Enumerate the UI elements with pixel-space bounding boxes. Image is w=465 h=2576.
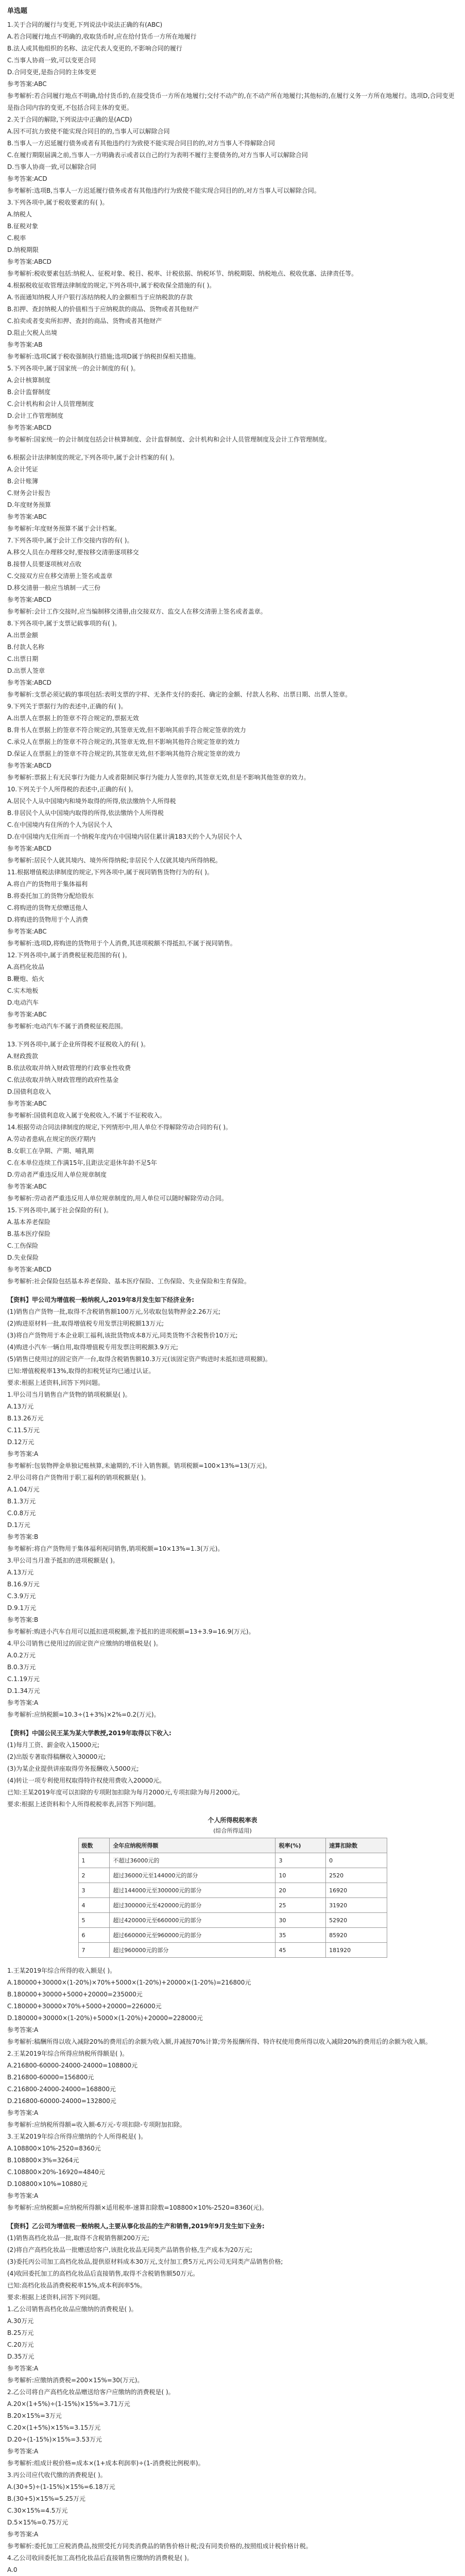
text-line: 3.丙公司应代收代缴的消费税是( )。 bbox=[7, 2471, 107, 2479]
text-line: C.在履行期限届满之前,当事人一方明确表示或者以自己的行为表明不履行主要债务的,对方当事人可以解除合同 bbox=[7, 151, 308, 159]
text-line: A.0 bbox=[7, 2566, 18, 2573]
text-line: 已知:高档化妆品消费税税率15%,成本利润率5%。 bbox=[7, 2282, 146, 2289]
text-line: (4)购进小汽车一辆自用,取得增值税专用发票注明税额3.9万元; bbox=[7, 1344, 178, 1351]
text-line: 参考解析:会计工作交接时,应当编制移交清册,由交接双方、监交人在移交清册上签名或者盖章。 bbox=[7, 608, 267, 615]
text-line: B.女职工在孕期、产期、哺乳期 bbox=[7, 1147, 94, 1155]
text-line: 参考解析:应缴纳消费税=200×15%=30(万元)。 bbox=[7, 2377, 144, 2384]
text-line: 参考答案:ABCD bbox=[7, 1266, 51, 1273]
case-block-3 bbox=[7, 2220, 458, 2576]
text-line: 参考解析:税收要素包括:纳税人、征税对象、税目、税率、计税依据、纳税环节、纳税期限、纳税地点、税收优惠、法律责任等。 bbox=[7, 270, 358, 277]
text-line: 2.甲公司将自产货物用于职工福利的销项税额是( )。 bbox=[7, 1474, 150, 1481]
text-line: A.纳税人 bbox=[7, 211, 32, 218]
text-line: 参考解析:应纳税所得额=收入额-6万元-专项扣除-专项附加扣除。 bbox=[7, 2121, 186, 2128]
text-line: 参考答案:ABCD bbox=[7, 845, 51, 852]
cell-income: 超过144000元至300000元的部分 bbox=[110, 1883, 275, 1898]
text-line: 2.王某2019年综合所得应纳税所得额是( )。 bbox=[7, 2050, 129, 2057]
cell-rate: 45 bbox=[275, 1943, 326, 1958]
section-title: 单选题 bbox=[7, 7, 28, 15]
text-line: C.30×15%=4.5万元 bbox=[7, 2507, 68, 2514]
text-line: A.居民个人从中国境内和境外取得的所得,依法缴纳个人所得税 bbox=[7, 798, 176, 805]
text-line: B.16.9万元 bbox=[7, 1581, 40, 1588]
text-line: D.在中国境内无住所而一个纳税年度内在中国境内居住累计满183天的个人为居民个人 bbox=[7, 833, 242, 840]
text-line: 参考解析:票据上有无民事行为能力人或者限制民事行为能力人签章的,其签章无效,但是不影响其他签章的效力。 bbox=[7, 774, 310, 781]
text-line: C.实木地板 bbox=[7, 987, 39, 994]
text-line: 4.乙公司收回委托加工高档化妆品后直接销售应缴纳的消费税是( )。 bbox=[7, 2554, 193, 2562]
text-line: A.20×(1+5%)÷(1-15%)×15%=3.71万元 bbox=[7, 2400, 130, 2408]
text-line: 参考答案:ABCD bbox=[7, 596, 51, 603]
table-subtitle: (综合所得适用) bbox=[213, 1827, 252, 1834]
cell-income: 超过300000元至420000元的部分 bbox=[110, 1898, 275, 1913]
text-line: D.216800-60000-24000=132800元 bbox=[7, 2097, 116, 2105]
cell-rate: 30 bbox=[275, 1913, 326, 1928]
text-line: 2.关于合同的解除,下列说法中正确的是(ACD) bbox=[7, 116, 132, 123]
table-row bbox=[78, 1898, 387, 1913]
text-line: 参考答案:A bbox=[7, 2448, 39, 2455]
text-line: 参考解析:劳动者严重违反用人单位规章制度的,用人单位可以随时解除劳动合同。 bbox=[7, 1195, 228, 1202]
text-line: C.依法收取并纳入财政管理的政府性基金 bbox=[7, 1076, 119, 1083]
text-line: 要求:根据上述资料和个人所得税税率表,回答下列问题。 bbox=[7, 1801, 160, 1808]
text-line: 参考解析:应纳税额=应纳税所得额×适用税率-速算扣除数=108800×10%-2520=8360(元)。 bbox=[7, 2204, 268, 2211]
cell-deduction: 85920 bbox=[326, 1928, 387, 1943]
text-line: A.13万元 bbox=[7, 1569, 34, 1576]
cell-rate: 3 bbox=[275, 1853, 326, 1868]
text-line: B.非居民个人从中国境内取得的所得,依法缴纳个人所得税 bbox=[7, 809, 164, 817]
text-line: C.将购进的货物无偿赠送他人 bbox=[7, 904, 88, 911]
table-row bbox=[78, 1943, 387, 1958]
text-line: C.180000+30000×70%+5000+20000=226000元 bbox=[7, 2003, 162, 2010]
text-line: D.9.1万元 bbox=[7, 1604, 37, 1612]
text-line: 参考答案:ABC bbox=[7, 1183, 47, 1190]
text-line: D.保证人在票据上的签章不符合规定的,其签章无效,但不影响其他符合规定签章的效力 bbox=[7, 750, 240, 757]
cell-deduction: 181920 bbox=[326, 1943, 387, 1958]
text-line: B.20×15%=3万元 bbox=[7, 2412, 62, 2419]
text-line: A.1.04万元 bbox=[7, 1486, 40, 1493]
text-line: 8.下列各项中,属于支票记载事项的有( )。 bbox=[7, 620, 121, 627]
text-line: A.若合同履行地点不明确的,收取货币时,应在给付货币一方所在地履行 bbox=[7, 33, 197, 40]
text-line: (4)转让一项专利使用权取得特许权使用费收入20000元。 bbox=[7, 1777, 166, 1784]
text-line: B.扣押、查封纳税人的价值相当于应纳税款的商品、货物或者其他财产 bbox=[7, 306, 199, 313]
case-title: 【资料】中国公民王某为某大学教授,2019年取得以下收入: bbox=[7, 1730, 171, 1737]
text-line: 参考答案:A bbox=[7, 1699, 39, 1706]
case-block-2 bbox=[7, 1727, 458, 2214]
text-line: B.会计账簿 bbox=[7, 478, 39, 485]
text-line: B.征税对象 bbox=[7, 223, 39, 230]
question-block-2 bbox=[7, 452, 458, 1032]
table-row bbox=[78, 1868, 387, 1883]
text-line: B.13.26万元 bbox=[7, 1415, 44, 1422]
text-line: A.0.2万元 bbox=[7, 1652, 36, 1659]
text-line: 12.下列各项中,属于消费税征税范围的有( )。 bbox=[7, 952, 131, 959]
text-line: 参考解析:组成计税价格=成本×(1+成本利润率)÷(1-消费税比例税率)。 bbox=[7, 2460, 204, 2467]
text-line: B.180000+30000+5000+20000=235000元 bbox=[7, 1991, 143, 1998]
text-line: 参考解析:若合同履行地点不明确,给付货币的,在接受货币一方所在地履行;交付不动产的,在不动产所在地履行;其他标的,在履行义务一方所在地履行。选项D,合同变更是指合同内容的变更,不包括合同主体的变更。 bbox=[7, 92, 455, 111]
text-line: D.108800×10%=10880元 bbox=[7, 2180, 88, 2188]
question-block-3 bbox=[7, 1039, 458, 1287]
cell-income: 超过420000元至660000元的部分 bbox=[110, 1913, 275, 1928]
table-title: 个人所得税税率表 bbox=[208, 1817, 257, 1824]
text-line: B.依法收取并纳入财政管理的行政事业性收费 bbox=[7, 1064, 131, 1072]
cell-level: 6 bbox=[78, 1928, 110, 1943]
text-line: D.1.34万元 bbox=[7, 1687, 40, 1694]
text-line: A.108800×10%-2520=8360元 bbox=[7, 2145, 101, 2152]
text-line: 参考答案:AB bbox=[7, 341, 43, 348]
text-line: 参考解析:将自产货物用于集体福利视同销售,销项税额=10×13%=1.3(万元)。 bbox=[7, 1545, 224, 1552]
text-line: 参考答案:ABC bbox=[7, 1011, 47, 1018]
text-line: 参考答案:ABCD bbox=[7, 258, 51, 265]
text-line: 参考解析:选项B,当事人一方迟延履行债务或者有其他违约行为致使不能实现合同目的的,对方当事人可以解除合同。 bbox=[7, 187, 320, 194]
text-line: C.承兑人在票据上的签章不符合规定的,其签章无效,但不影响其他符合规定签章的效力 bbox=[7, 738, 240, 745]
text-line: A.13万元 bbox=[7, 1403, 34, 1410]
text-line: C.20×(1+5%)×15%=3.15万元 bbox=[7, 2424, 101, 2431]
text-line: B.216800-60000=156800元 bbox=[7, 2074, 94, 2081]
text-line: 参考答案:ACD bbox=[7, 175, 47, 182]
text-line: 1.甲公司当月销售自产货物的销项税额是( )。 bbox=[7, 1391, 131, 1398]
text-line: 参考解析:包装物押金单独记账核算,未逾期的,不计入销售额。销项税额=100×13%=13(万元)。 bbox=[7, 1462, 271, 1469]
text-line: 参考解析:居民个人就其境内、境外所得纳税;非居民个人仅就其境内所得纳税。 bbox=[7, 857, 222, 864]
text-line: 参考答案:A bbox=[7, 2192, 39, 2199]
text-line: (2)将自产高档化妆品一批赠送给客户,该批化妆品无同类产品销售价格,生产成本为20万元; bbox=[7, 2246, 252, 2253]
text-line: 参考答案:ABCD bbox=[7, 424, 51, 431]
text-line: D.当事人协商一致,可以解除合同 bbox=[7, 163, 96, 171]
text-line: A.216800-60000-24000-24000=108800元 bbox=[7, 2062, 137, 2069]
text-line: D.年度财务预算 bbox=[7, 501, 51, 509]
text-line: D.电动汽车 bbox=[7, 999, 39, 1006]
text-line: C.0.8万元 bbox=[7, 1510, 36, 1517]
text-line: B.会计监督制度 bbox=[7, 388, 51, 396]
text-line: A.高档化妆品 bbox=[7, 963, 44, 971]
text-line: A.30万元 bbox=[7, 2317, 34, 2325]
text-line: 参考解析:应纳税额=10.3÷(1+3%)×2%=0.2(万元)。 bbox=[7, 1711, 160, 1718]
cell-deduction: 16920 bbox=[326, 1883, 387, 1898]
text-line: 14.根据劳动合同法律制度的规定,下列情形中,用人单位不得解除劳动合同的有( )。 bbox=[7, 1124, 232, 1131]
text-line: C.出票日期 bbox=[7, 655, 39, 663]
text-line: A.会计核算制度 bbox=[7, 377, 50, 384]
text-line: C.在本单位连续工作满15年,且距法定退休年龄不足5年 bbox=[7, 1159, 157, 1166]
text-line: D.12万元 bbox=[7, 1438, 35, 1446]
text-line: C.1.19万元 bbox=[7, 1675, 40, 1683]
text-line: A.基本养老保险 bbox=[7, 1218, 50, 1226]
text-line: D.劳动者严重违反用人单位规章制度 bbox=[7, 1171, 107, 1178]
text-line: D.合同变更,是指合同的主体变更 bbox=[7, 69, 96, 76]
text-line: (3)将自产货物用于本企业职工福利,该批货物成本8万元,同类货物不含税售价10万元; bbox=[7, 1332, 238, 1339]
text-line: B.法人或其他组织的名称、法定代表人变更的,不影响合同的履行 bbox=[7, 45, 182, 52]
text-line: 11.根据增值税法律制度的规定,下列各项中,属于视同销售货物行为的有( )。 bbox=[7, 869, 213, 876]
cell-level: 7 bbox=[78, 1943, 110, 1958]
text-line: (2)出版专著取得稿酬收入30000元; bbox=[7, 1753, 106, 1760]
cell-deduction: 52920 bbox=[326, 1913, 387, 1928]
header-level: 级数 bbox=[78, 1838, 110, 1853]
header-deduction: 速算扣除数 bbox=[326, 1838, 387, 1853]
text-line: 6.根据会计法律制度的规定,下列各项中,属于会计档案的有( )。 bbox=[7, 454, 179, 461]
text-line: C.财务会计报告 bbox=[7, 489, 51, 497]
case-title: 【资料】乙公司为增值税一般纳税人,主要从事化妆品的生产和销售,2019年9月发生如下业务: bbox=[7, 2223, 265, 2230]
text-line: 3.下列各项中,属于税收要素的有( )。 bbox=[7, 199, 109, 206]
text-line: 4.根据税收征收管理法律制度的规定,下列各项中,属于税收保全措施的有( )。 bbox=[7, 282, 216, 289]
table-row bbox=[78, 1913, 387, 1928]
text-line: A.(30+5)÷(1-15%)×15%=6.18万元 bbox=[7, 2483, 115, 2490]
text-line: B.当事人一方迟延履行债务或者有其他违约行为致使不能实现合同目的的,对方当事人不得解除合同 bbox=[7, 140, 275, 147]
text-line: 参考答案:ABCD bbox=[7, 679, 51, 686]
text-line: 15.下列各项中,属于社会保险的有( )。 bbox=[7, 1207, 113, 1214]
text-line: C.会计机构和会计人员管理制度 bbox=[7, 400, 94, 408]
cell-income: 超过36000元至144000元的部分 bbox=[110, 1868, 275, 1883]
text-line: D.阻止欠税人出境 bbox=[7, 329, 58, 336]
text-line: 参考解析:选项C属于税收强制执行措施;选项D属于纳税担保相关措施。 bbox=[7, 353, 200, 360]
cell-income: 超过660000元至960000元的部分 bbox=[110, 1928, 275, 1943]
cell-rate: 10 bbox=[275, 1868, 326, 1883]
text-line: 3.甲公司当月准予抵扣的进项税额是( )。 bbox=[7, 1557, 119, 1564]
text-line: C.税率 bbox=[7, 234, 26, 242]
text-line: A.出票人在票据上的签章不符合规定的,票据无效 bbox=[7, 715, 139, 722]
case-title: 【资料】甲公司为增值税一般纳税人,2019年8月发生如下经济业务: bbox=[7, 1296, 195, 1303]
text-line: 参考答案:ABC bbox=[7, 928, 47, 935]
text-line: D.1万元 bbox=[7, 1521, 30, 1529]
text-line: 参考解析:社会保险包括基本养老保险、基本医疗保险、工伤保险、失业保险和生育保险。 bbox=[7, 1278, 251, 1285]
text-line: C.20万元 bbox=[7, 2341, 34, 2348]
text-line: B.1.3万元 bbox=[7, 1498, 36, 1505]
cell-level: 4 bbox=[78, 1898, 110, 1913]
text-line: A.书面通知纳税人开户银行冻结纳税人的金额相当于应纳税款的存款 bbox=[7, 294, 193, 301]
text-line: C.216800-24000-24000=168800元 bbox=[7, 2086, 116, 2093]
case-block-1 bbox=[7, 1294, 458, 1721]
text-line: 4.甲公司销售已使用过的固定资产应缴纳的增值税是( )。 bbox=[7, 1640, 162, 1647]
text-line: 9.下列关于票据行为的表述中,正确的有( )。 bbox=[7, 703, 127, 710]
text-line: A.移交人员在办理移交时,要按移交清册逐项移交 bbox=[7, 549, 139, 556]
text-line: 1.乙公司销售高档化妆品应缴纳的消费税是( )。 bbox=[7, 2306, 137, 2313]
cell-level: 1 bbox=[78, 1853, 110, 1868]
text-line: 参考答案:A bbox=[7, 2531, 39, 2538]
table-row bbox=[78, 1883, 387, 1898]
text-line: C.11.5万元 bbox=[7, 1427, 40, 1434]
text-line: B.基本医疗保险 bbox=[7, 1230, 51, 1238]
text-line: (4)收回委托加工的高档化妆品后直接销售,取得不含税销售额50万元。 bbox=[7, 2270, 199, 2277]
text-line: 已知:增值税税率13%,取得的扣税凭证均已通过认证。 bbox=[7, 1367, 155, 1375]
text-line: A.劳动者患病,在规定的医疗期内 bbox=[7, 1136, 96, 1143]
cell-level: 5 bbox=[78, 1913, 110, 1928]
text-line: 参考答案:A bbox=[7, 1450, 39, 1458]
text-line: B.背书人在票据上的签章不符合规定的,其签章无效,但不影响其前手符合规定签章的效力 bbox=[7, 726, 246, 734]
text-line: 参考答案:ABC bbox=[7, 80, 47, 88]
text-line: C.在中国境内有住所的个人为居民个人 bbox=[7, 821, 113, 828]
text-line: B.鞭炮、焰火 bbox=[7, 975, 45, 982]
text-line: 参考答案:B bbox=[7, 1616, 39, 1623]
text-line: 参考答案:B bbox=[7, 1533, 39, 1540]
text-line: D.国债利息收入 bbox=[7, 1088, 51, 1095]
text-line: D.纳税期限 bbox=[7, 246, 39, 253]
text-line: 2.乙公司将自产高档化妆品赠送给客户应缴纳的消费税是( )。 bbox=[7, 2388, 175, 2396]
text-line: B.25万元 bbox=[7, 2329, 34, 2336]
text-line: 1.关于合同的履行与变更,下列说法中说法正确的有(ABC) bbox=[7, 21, 163, 28]
header-rate: 税率(%) bbox=[275, 1838, 326, 1853]
tax-rate-table bbox=[78, 1838, 387, 1958]
text-line: A.因不可抗力致使不能实现合同目的的,当事人可以解除合同 bbox=[7, 128, 170, 135]
cell-income: 超过960000元的部分 bbox=[110, 1943, 275, 1958]
text-line: (1)销售自产货物一批,取得不含税销售额100万元,另收取包装物押金2.26万元; bbox=[7, 1308, 221, 1315]
cell-deduction: 2520 bbox=[326, 1868, 387, 1883]
text-line: 7.下列各项中,属于会计工作交接内容的有( )。 bbox=[7, 537, 133, 544]
text-line: 已知:王某2019年度可以扣除的专项附加扣除为每月2000元,专项扣除为每月2000元。 bbox=[7, 1789, 244, 1796]
text-line: B.接替人员要逐项核对点收 bbox=[7, 561, 82, 568]
text-line: 5.下列各项中,属于国家统一的会计制度的有( )。 bbox=[7, 365, 140, 372]
text-line: (1)每月工资、薪金收入15000元; bbox=[7, 1741, 100, 1749]
text-line: 参考答案:A bbox=[7, 2026, 39, 2033]
question-block-1 bbox=[7, 19, 458, 446]
text-line: 参考解析:支票必须记载的事项包括:表明支票的字样、无条件支付的委托、确定的金额、付款人名称、出票日期、出票人签章。 bbox=[7, 691, 352, 698]
text-line: 13.下列各项中,属于企业所得税不征税收入的有( )。 bbox=[7, 1041, 150, 1048]
text-line: B.108800×3%=3264元 bbox=[7, 2157, 79, 2164]
table-row bbox=[78, 1928, 387, 1943]
cell-deduction: 31920 bbox=[326, 1898, 387, 1913]
text-line: (2)购进原材料一批,取得增值税专用发票注明税额13万元; bbox=[7, 1320, 164, 1327]
text-line: 参考答案:ABCD bbox=[7, 762, 51, 769]
tax-rate-table-container bbox=[78, 1816, 387, 1958]
table-header-row bbox=[78, 1838, 387, 1853]
cell-level: 3 bbox=[78, 1883, 110, 1898]
text-line: 10.下列关于个人所得税的表述中,正确的有( )。 bbox=[7, 786, 137, 793]
text-line: D.将购进的货物用于个人消费 bbox=[7, 916, 89, 923]
text-line: A.财政拨款 bbox=[7, 1053, 38, 1060]
text-line: 参考答案:A bbox=[7, 2109, 39, 2116]
cell-income: 不超过36000元的 bbox=[110, 1853, 275, 1868]
text-line: (3)委托丙公司加工高档化妆品,提供原材料成本30万元,支付加工费5万元,丙公司无同类产品销售价格; bbox=[7, 2258, 283, 2265]
text-line: B.付款人名称 bbox=[7, 643, 45, 651]
cell-rate: 25 bbox=[275, 1898, 326, 1913]
text-line: C.交接双方应在移交清册上签名或盖章 bbox=[7, 572, 113, 580]
text-line: A.180000+30000×(1-20%)×70%+5000×(1-20%)+20000×(1-20%)=216800元 bbox=[7, 1979, 251, 1986]
header-income: 全年应纳税所得额 bbox=[110, 1838, 275, 1853]
text-line: C.拍卖或者变卖所扣押、查封的商品、货物或者其他财产 bbox=[7, 317, 162, 325]
text-line: 要求:根据上述资料,回答下列问题。 bbox=[7, 2294, 104, 2301]
text-line: C.3.9万元 bbox=[7, 1592, 36, 1600]
text-line: D.移交清册一般应当填制一式三份 bbox=[7, 584, 101, 591]
text-line: 参考解析:年度财务预算不属于会计档案。 bbox=[7, 525, 121, 532]
text-line: (5)销售已使用过的固定资产一台,取得含税销售额10.3万元(该固定资产购进时未抵扣进项税额)。 bbox=[7, 1355, 271, 1363]
text-line: 参考解析:购进小汽车自用可以抵扣进项税额,准予抵扣的进项税额=13+3.9=16.9(万元)。 bbox=[7, 1628, 255, 1635]
text-line: B.(30+5)×15%=5.25万元 bbox=[7, 2495, 85, 2502]
text-line: (1)销售高档化妆品一批,取得不含税销售额200万元; bbox=[7, 2234, 149, 2242]
text-line: C.108800×20%-16920=4840元 bbox=[7, 2168, 105, 2176]
cell-deduction: 0 bbox=[326, 1853, 387, 1868]
text-line: 参考解析:电动汽车不属于消费税征税范围。 bbox=[7, 1023, 127, 1030]
text-line: C.工伤保险 bbox=[7, 1242, 39, 1249]
text-line: 参考解析:稿酬所得以收入减除20%的费用后的余额为收入额,并减按70%计算;劳务报酬所得、特许权使用费所得以收入减除20%的费用后的余额为收入额。 bbox=[7, 2038, 432, 2045]
text-line: 参考解析:委托加工应税消费品,按照受托方同类消费品的销售价格计税;没有同类价格的,按照组成计税价格计税。 bbox=[7, 2543, 312, 2550]
text-line: 参考答案:ABC bbox=[7, 513, 47, 520]
text-line: B.将委托加工的货物分配给股东 bbox=[7, 892, 94, 900]
text-line: A.将自产的货物用于集体福利 bbox=[7, 880, 88, 888]
text-line: D.180000+30000×(1-20%)+5000×(1-20%)+20000=228000元 bbox=[7, 2014, 203, 2022]
text-line: 参考答案:A bbox=[7, 2365, 39, 2372]
cell-rate: 35 bbox=[275, 1928, 326, 1943]
text-line: D.会计工作管理制度 bbox=[7, 412, 64, 419]
text-line: C.当事人协商一致,可以变更合同 bbox=[7, 57, 96, 64]
text-line: D.35万元 bbox=[7, 2353, 35, 2360]
text-line: 参考解析:国家统一的会计制度包括会计核算制度、会计监督制度、会计机构和会计人员管理制度及会计工作管理制度。 bbox=[7, 436, 331, 443]
text-line: D.失业保险 bbox=[7, 1254, 39, 1261]
text-line: D.出票人签章 bbox=[7, 667, 45, 674]
text-line: (3)为某企业提供讲座取得劳务报酬收入5000元; bbox=[7, 1765, 139, 1772]
text-line: A.出票金额 bbox=[7, 632, 38, 639]
text-line: 要求:根据上述资料,回答下列问题。 bbox=[7, 1379, 104, 1386]
text-line: 参考解析:国债利息收入属于免税收入,不属于不征税收入。 bbox=[7, 1112, 166, 1119]
text-line: 参考解析:选项D,将购进的货物用于个人消费,其进项税额不得抵扣,不属于视同销售。 bbox=[7, 940, 236, 947]
text-line: 参考答案:ABC bbox=[7, 1100, 47, 1107]
cell-level: 2 bbox=[78, 1868, 110, 1883]
text-line: 3.王某2019年综合所得应缴纳的个人所得税是( )。 bbox=[7, 2133, 147, 2140]
table-row bbox=[78, 1853, 387, 1868]
text-line: B.0.3万元 bbox=[7, 1664, 36, 1671]
text-line: D.20÷(1-15%)×15%=3.53万元 bbox=[7, 2436, 102, 2443]
text-line: 1.王某2019年综合所得的收入额是( )。 bbox=[7, 1967, 116, 1974]
text-line: A.会计凭证 bbox=[7, 466, 38, 473]
cell-rate: 20 bbox=[275, 1883, 326, 1898]
text-line: D.5×15%=0.75万元 bbox=[7, 2519, 68, 2526]
